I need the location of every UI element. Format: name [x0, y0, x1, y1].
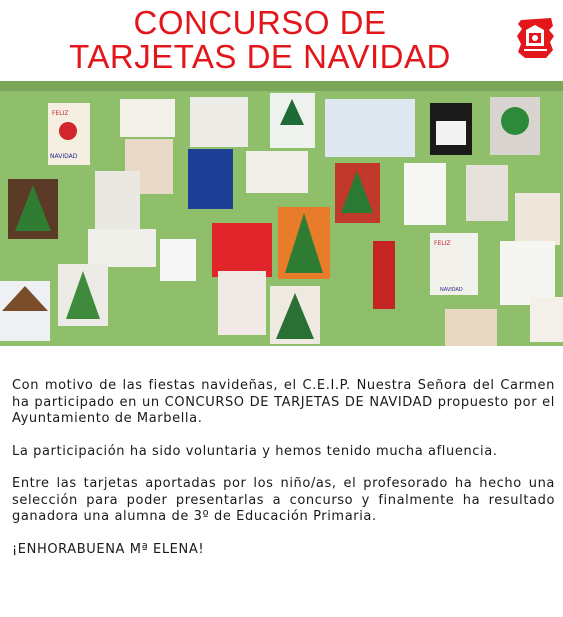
paragraph-congrats: ¡ENHORABUENA Mª ELENA!: [12, 541, 205, 557]
article-body: [12, 378, 555, 574]
page-title: [0, 6, 520, 74]
title-line-2: TARJETAS DE NAVIDAD: [69, 38, 451, 75]
school-logo-icon: [515, 16, 556, 60]
svg-text:NAVIDAD: NAVIDAD: [440, 287, 463, 293]
svg-text:NAVIDAD: NAVIDAD: [50, 153, 78, 160]
svg-text:FELIZ: FELIZ: [52, 110, 69, 117]
svg-text:FELIZ: FELIZ: [434, 240, 451, 247]
paragraph-intro: Con motivo de las fiestas navideñas, el C.E.I.P. Nuestra Señora del Carmen ha participado en un CONCURSO DE TARJETAS DE NAVIDAD propuesto por el Ayuntamiento de Marbella.: [12, 378, 555, 426]
paragraph-participation: La participación ha sido voluntaria y hemos tenido mucha afluencia.: [12, 443, 498, 459]
christmas-cards-photo: [0, 81, 563, 346]
paragraph-selection: Entre las tarjetas aportadas por los niño/as, el profesorado ha hecho una selección para poder presentarlas a concurso y finalmente ha resultado ganadora una alumna de 3º de Educación Primaria.: [12, 476, 555, 524]
card-santa-feliz-navidad: [48, 103, 90, 165]
title-line-1: CONCURSO DE: [133, 4, 387, 41]
